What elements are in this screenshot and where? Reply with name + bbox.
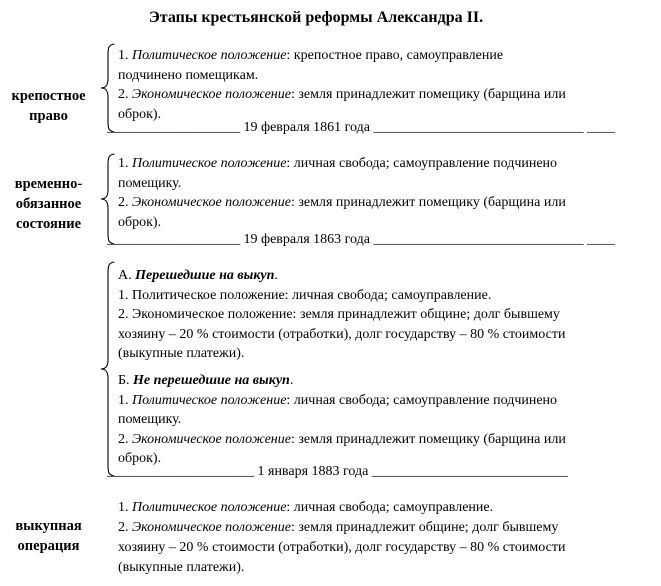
stage-label-vremenno-obyazannoe: временно- обязанное состояние [14,176,83,232]
date-line-1883: _____________________ 1 января 1883 года ____________________________ [107,464,568,479]
date-line-1863: ___________________ 19 февраля 1863 года ______________________________ ____ [107,232,615,247]
stage-description-krepostnoe-pravo: 1. Политическое положение: крепостное право, самоуправление подчинено помещикам. 2. Экономическое положение: земля принадлежит помещику (барщина или оброк). [118,48,566,122]
stage-description-vykupnaya-operatsiya: 1. Политическое положение: личная свобода; самоуправление. 2. Экономическое положение: земля принадлежит общине; долг бывшему хозяину – 20 % стоимости (отработки), долг государству – 80 % стоимости (выкупные платежи). [118,500,566,575]
diagram-title: Этапы крестьянской реформы Александра II. [148,9,484,26]
curly-brace-icon-stage-3 [99,261,117,477]
stage-label-vykupnaya-operatsiya: выкупная операция [15,518,82,554]
date-line-1861: ___________________ 19 февраля 1861 года ______________________________ ____ [107,120,615,135]
stage-label-krepostnoe-pravo: крепостное право [11,88,86,124]
stage-description-vremenno-obyazannoe: 1. Политическое положение: личная свобода; самоуправление подчинено помещику. 2. Экономическое положение: земля принадлежит помещику (барщина или оброк). [118,156,566,230]
stage-description-pereshedshie-na-vykup: А. Перешедшие на выкуп. 1. Политическое положение: личная свобода; самоуправление. 2. Экономическое положение: земля принадлежит общине; долг бывшему хозяину – 20 % стоимости (отработки), долг государству – 80 % стоимости (выкупные платежи). [118,268,566,361]
stage-description-ne-pereshedshie-na-vykup: Б. Не перешедшие на выкуп. 1. Политическое положение: личная свобода; самоуправление подчинено помещику. 2. Экономическое положение: земля принадлежит помещику (барщина или оброк). [118,373,566,466]
